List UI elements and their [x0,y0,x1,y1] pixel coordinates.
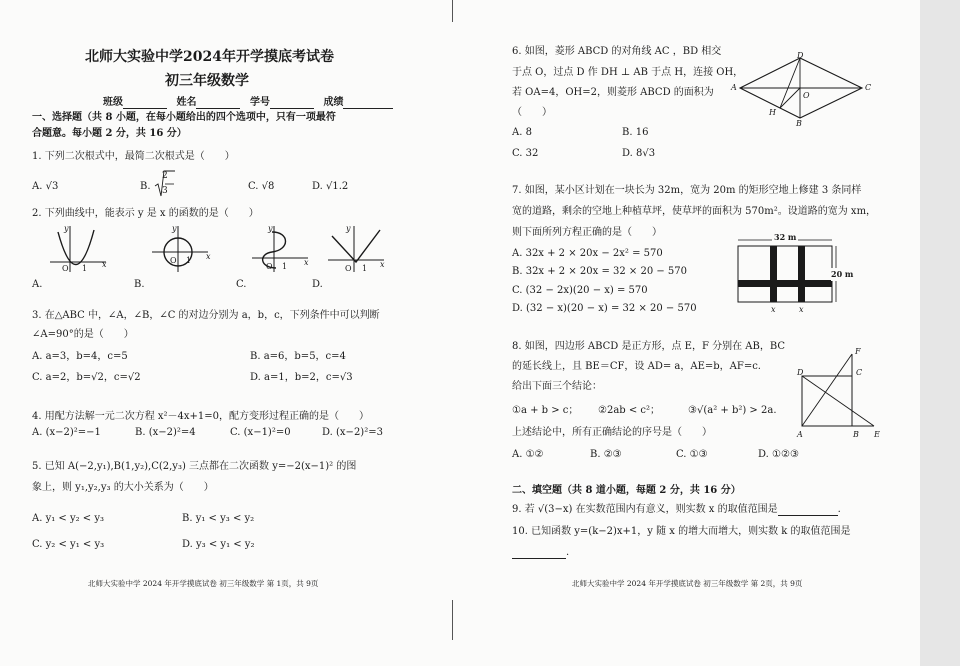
q2-option-d[interactable]: D. [312,279,323,290]
q9-row [512,503,841,516]
q4-option-b[interactable]: B. (x−2)²=4 [135,427,196,438]
q6-answer-paren: （ ） [512,107,552,118]
q8-stem-line3: 给出下面三个结论： [512,381,602,392]
q10-row [512,546,569,559]
q6-option-b[interactable]: B. 16 [622,127,649,138]
q6-label-b: B [796,119,802,128]
q8-conclusion-2: ②2ab < c²； [598,405,661,416]
q4-option-d[interactable]: D. (x−2)²=3 [322,427,383,438]
q10-period: . [566,547,570,558]
q5-stem-cont: 象上，则 y₁,y₂,y₃ 的大小关系为（ ） [32,482,214,493]
footer-page-2: 北师大实验中学 2024 年开学摸底试卷 初三年级数学 第 2页，共 9页 [572,579,803,588]
q1-option-b-denominator: 3 [162,186,168,196]
q1-option-b-numerator: 2 [162,171,168,181]
q3-option-d[interactable]: D. a=1，b=2，c=√3 [250,372,353,383]
q10-answer-blank[interactable] [512,548,566,559]
q1-option-d[interactable]: D. √1.2 [312,181,349,192]
id-blank[interactable] [270,98,314,109]
q2-c-y-label: y [268,224,273,233]
q2-d-tick: 1 [362,264,368,273]
footer-page-1: 北师大实验中学 2024 年开学摸底试卷 初三年级数学 第 1页，共 9页 [88,579,319,588]
page-fold-line [452,600,453,640]
q8-square-figure [798,350,878,430]
q2-d-x-label: x [380,260,385,269]
q6-rhombus-figure [740,56,864,122]
q2-a-tick: 1 [82,264,88,273]
q2-d-y-label: y [346,224,351,233]
q6-stem-line2: 于点 O，过点 D 作 DH ⊥ AB 于点 H，连接 OH， [512,67,744,78]
q7-label-width: 20 m [831,269,854,279]
q8-conclusion-3: ③√(a² + b²) > 2a. [688,405,777,416]
q8-label-c: C [856,368,863,377]
name-blank[interactable] [196,98,240,109]
q2-c-origin: O [266,262,273,271]
q7-stem-line3: 则下面所列方程正确的是（ ） [512,227,662,238]
q1-option-c[interactable]: C. √8 [248,181,275,192]
q10-stem: 10. 已知函数 y=(k−2)x+1，y 随 x 的增大而增大，则实数 k 的取值范围是 [512,526,851,537]
q8-option-c[interactable]: C. ①③ [676,449,708,460]
q7-road-figure [736,236,846,316]
q6-label-c: C [865,83,872,92]
page-fold-line [452,0,453,22]
q6-label-h: H [769,108,776,117]
q2-option-a[interactable]: A. [32,279,43,290]
q8-stem-line2: 的延长线上，且 BE＝CF，设 AD= a，AE=b，AF=c. [512,361,761,372]
q5-option-d[interactable]: D. y₃ < y₁ < y₂ [182,539,255,550]
q6-label-o: O [803,91,810,100]
q2-b-origin: O [170,256,177,265]
q7-option-a[interactable]: A. 32x + 2 × 20x − 2x² = 570 [512,248,663,259]
q3-stem: 3. 在△ABC 中，∠A，∠B，∠C 的对边分别为 a，b，c，下列条件中可以判断 [32,310,380,321]
q3-stem-cont: ∠A=90°的是（ ） [32,329,134,340]
q2-a-y-label: y [64,224,69,233]
q9-answer-blank[interactable] [778,505,838,516]
q6-label-d: D [797,51,804,60]
q8-stem: 8. 如图，四边形 ABCD 是正方形，点 E，F 分别在 AB，BC [512,341,786,352]
score-blank[interactable] [343,98,393,109]
id-label: 学号 [249,97,270,108]
q8-option-b[interactable]: B. ②③ [590,449,622,460]
q8-label-d: D [797,368,804,377]
q2-b-tick: 1 [186,256,192,265]
q6-option-d[interactable]: D. 8√3 [622,148,656,159]
q7-label-x-1: x [771,305,776,314]
q8-label-f: F [855,347,861,356]
section2-heading: 二、填空题（共 8 道小题，每题 2 分，共 16 分） [512,485,741,496]
q7-label-length: 32 m [774,232,797,242]
q1-stem: 1. 下列二次根式中，最简二次根式是（ ） [32,151,235,162]
q2-d-origin: O [345,264,352,273]
q4-option-c[interactable]: C. (x−1)²=0 [230,427,291,438]
q2-b-y-label: y [172,224,177,233]
score-label: 成绩 [323,97,344,108]
exam-subtitle: 初三年级数学 [165,73,249,89]
q2-option-b[interactable]: B. [134,279,145,290]
q2-graph-b [150,224,210,274]
q2-option-c[interactable]: C. [236,279,247,290]
section1-heading: 一、选择题（共 8 小题，在每小题给出的四个选项中，只有一项最符 [32,112,336,123]
section1-heading-cont: 合题意。每小题 2 分，共 16 分） [32,128,187,139]
q7-stem-line2: 宽的道路，剩余的空地上种植草坪，使草坪的面积为 570m²。设道路的宽为 xm， [512,206,877,217]
q7-label-x-2: x [799,305,804,314]
q5-stem: 5. 已知 A(−2,y₁),B(1,y₂),C(2,y₃) 三点都在二次函数 y=−2(x−1)² 的图 [32,461,357,472]
q8-stem-line4: 上述结论中，所有正确结论的序号是（ ） [512,427,712,438]
q8-label-a: A [797,430,803,439]
q8-option-d[interactable]: D. ①②③ [758,449,799,460]
q7-option-c[interactable]: C. (32 − 2x)(20 − x) = 570 [512,285,648,296]
q5-option-c[interactable]: C. y₂ < y₁ < y₃ [32,539,105,550]
q6-stem: 6. 如图，菱形 ABCD 的对角线 AC ，BD 相交 [512,46,722,57]
q7-stem: 7. 如图，某小区计划在一块长为 32m，宽为 20m 的矩形空地上修建 3 条同样 [512,185,862,196]
q2-b-x-label: x [206,252,211,261]
q8-label-e: E [874,430,880,439]
class-blank[interactable] [123,98,167,109]
q2-c-tick: 1 [282,262,288,271]
q9-period: . [837,504,841,515]
q4-stem: 4. 用配方法解一元二次方程 x²－4x+1=0，配方变形过程正确的是（ ） [32,411,370,422]
q2-a-x-label: x [102,260,107,269]
q4-option-a[interactable]: A. (x−2)²=−1 [32,427,101,438]
student-info-row [103,96,393,109]
q2-graph-c [250,224,310,274]
q9-stem: 9. 若 √(3−x) 在实数范围内有意义，则实数 x 的取值范围是 [512,504,778,515]
q8-option-a[interactable]: A. ①② [512,449,544,460]
q2-graph-d [326,224,386,274]
q5-option-a[interactable]: A. y₁ < y₂ < y₃ [32,513,105,524]
q1-option-b[interactable]: B. [140,181,151,192]
q6-option-a[interactable]: A. 8 [512,127,532,138]
q6-option-c[interactable]: C. 32 [512,148,539,159]
q3-option-b[interactable]: B. a=6，b=5，c=4 [250,351,346,362]
q2-graph-a [48,224,108,274]
exam-title: 北师大实验中学2024年开学摸底考试卷 [85,49,334,65]
q6-stem-line3: 若 OA=4，OH=2，则菱形 ABCD 的面积为 [512,87,714,98]
q6-label-a: A [731,83,737,92]
q1-option-a[interactable]: A. √3 [32,181,59,192]
q8-label-b: B [853,430,859,439]
q2-c-x-label: x [304,258,309,267]
q3-option-c[interactable]: C. a=2，b=√2，c=√2 [32,372,141,383]
viewer-side-panel [920,0,960,666]
name-label: 姓名 [176,97,197,108]
q7-option-b[interactable]: B. 32x + 2 × 20x = 32 × 20 − 570 [512,266,688,277]
q2-stem: 2. 下列曲线中，能表示 y 是 x 的函数的是（ ） [32,208,259,219]
q5-option-b[interactable]: B. y₁ < y₃ < y₂ [182,513,255,524]
q8-conclusion-1: ①a + b > c； [512,405,579,416]
class-label: 班级 [103,97,123,108]
q3-option-a[interactable]: A. a=3，b=4，c=5 [32,351,128,362]
q7-option-d[interactable]: D. (32 − x)(20 − x) = 32 × 20 − 570 [512,303,697,314]
q2-a-origin: O [62,264,69,273]
